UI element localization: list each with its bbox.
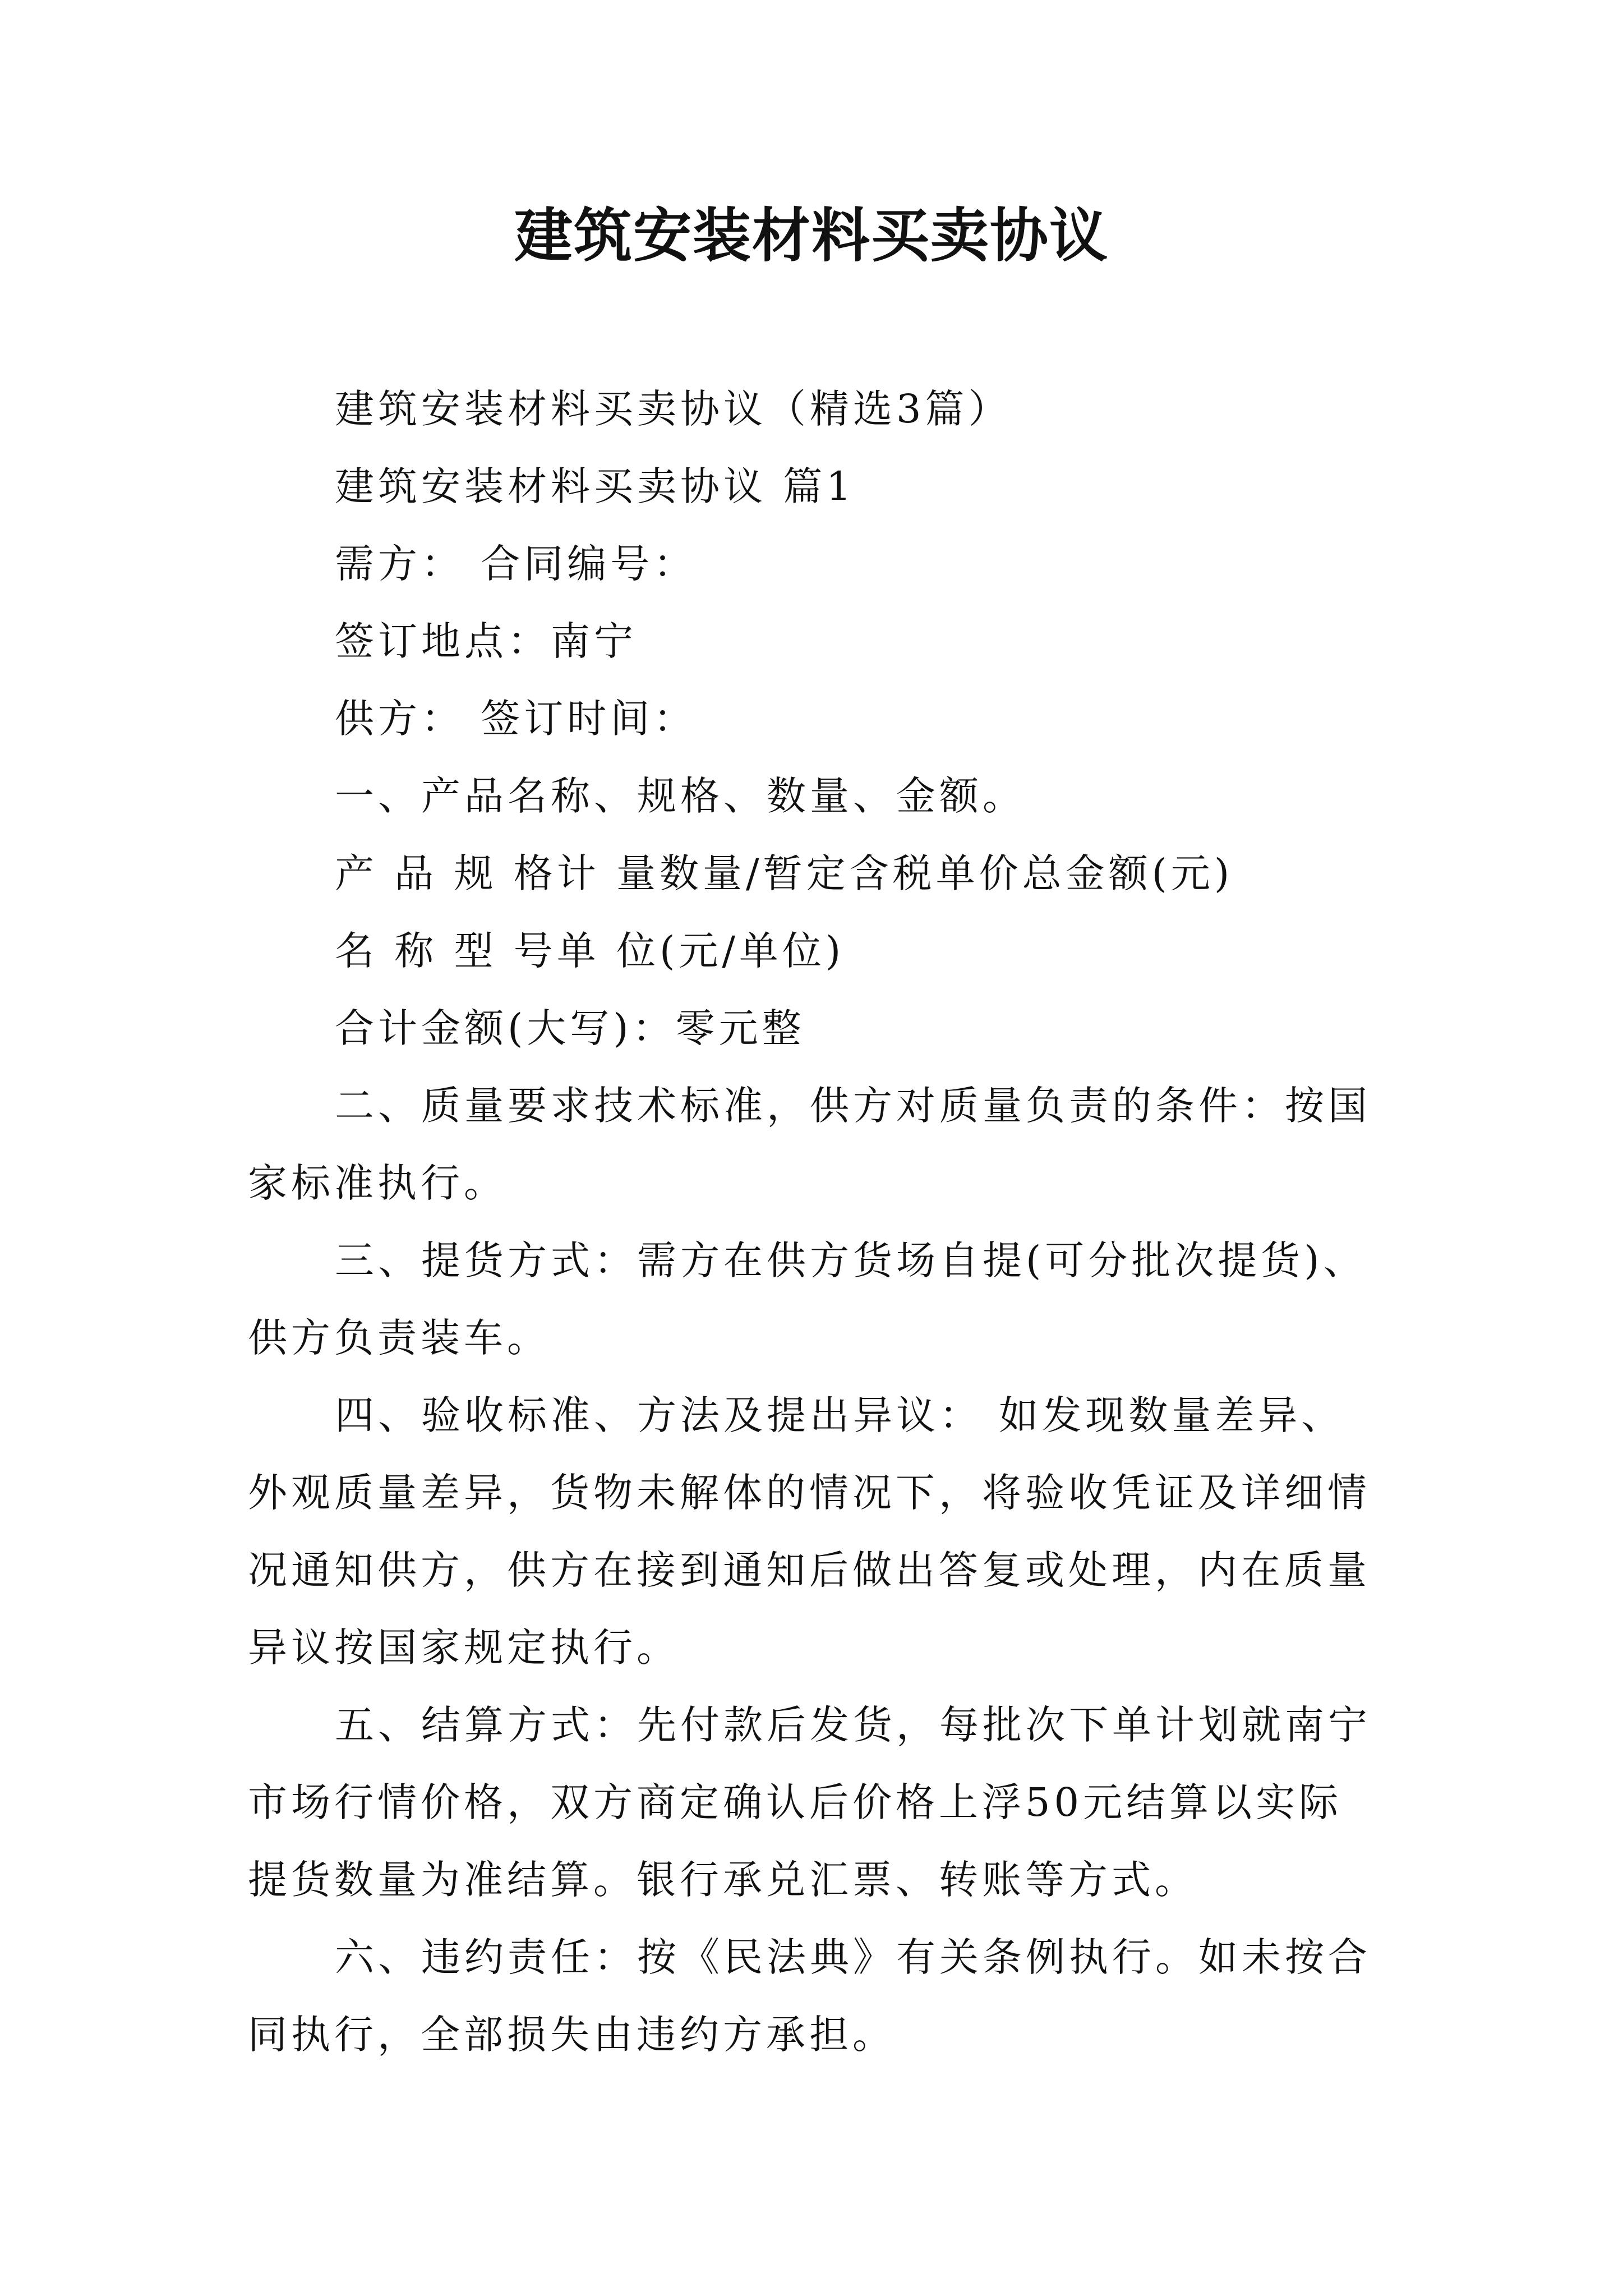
text-line: 供方负责装车。 — [248, 1315, 550, 1361]
text-line: 产 品 规 格计 量数量/暂定含税单价总金额(元) — [335, 850, 1234, 896]
text-line: 外观质量差异，货物未解体的情况下，将验收凭证及详细情 — [248, 1470, 1371, 1516]
document-title: 建筑安装材料买卖协议 — [514, 201, 1109, 270]
text-line: 供方： 签订时间： — [335, 696, 697, 742]
text-line: 签订地点：南宁 — [335, 618, 637, 664]
text-line: 三、提货方式：需方在供方货场自提(可分批次提货)、 — [335, 1237, 1367, 1283]
text-line: 六、违约责任：按《民法典》有关条例执行。如未按合 — [335, 1934, 1371, 1980]
text-line: 建筑安装材料买卖协议 篇1 — [335, 463, 855, 509]
text-line: 合计金额(大写)：零元整 — [335, 1005, 805, 1051]
text-line: 提货数量为准结算。银行承兑汇票、转账等方式。 — [248, 1857, 1198, 1903]
text-line: 二、质量要求技术标准，供方对质量负责的条件：按国 — [335, 1083, 1371, 1129]
text-line: 需方： 合同编号： — [335, 541, 697, 587]
text-line: 市场行情价格，双方商定确认后价格上浮50元结算以实际 — [248, 1779, 1343, 1825]
text-line: 同执行，全部损失由违约方承担。 — [248, 2012, 896, 2058]
text-line: 名 称 型 号单 位(元/单位) — [335, 928, 845, 974]
text-line: 五、结算方式：先付款后发货，每批次下单计划就南宁 — [335, 1702, 1371, 1748]
text-line: 建筑安装材料买卖协议（精选3篇） — [335, 386, 1012, 432]
text-line: 异议按国家规定执行。 — [248, 1625, 680, 1671]
text-line: 况通知供方，供方在接到通知后做出答复或处理，内在质量 — [248, 1547, 1371, 1593]
text-line: 一、产品名称、规格、数量、金额。 — [335, 773, 1026, 819]
text-line: 家标准执行。 — [248, 1160, 507, 1206]
document-body — [248, 370, 1381, 2073]
text-line: 四、验收标准、方法及提出异议： 如发现数量差异、 — [335, 1392, 1345, 1438]
